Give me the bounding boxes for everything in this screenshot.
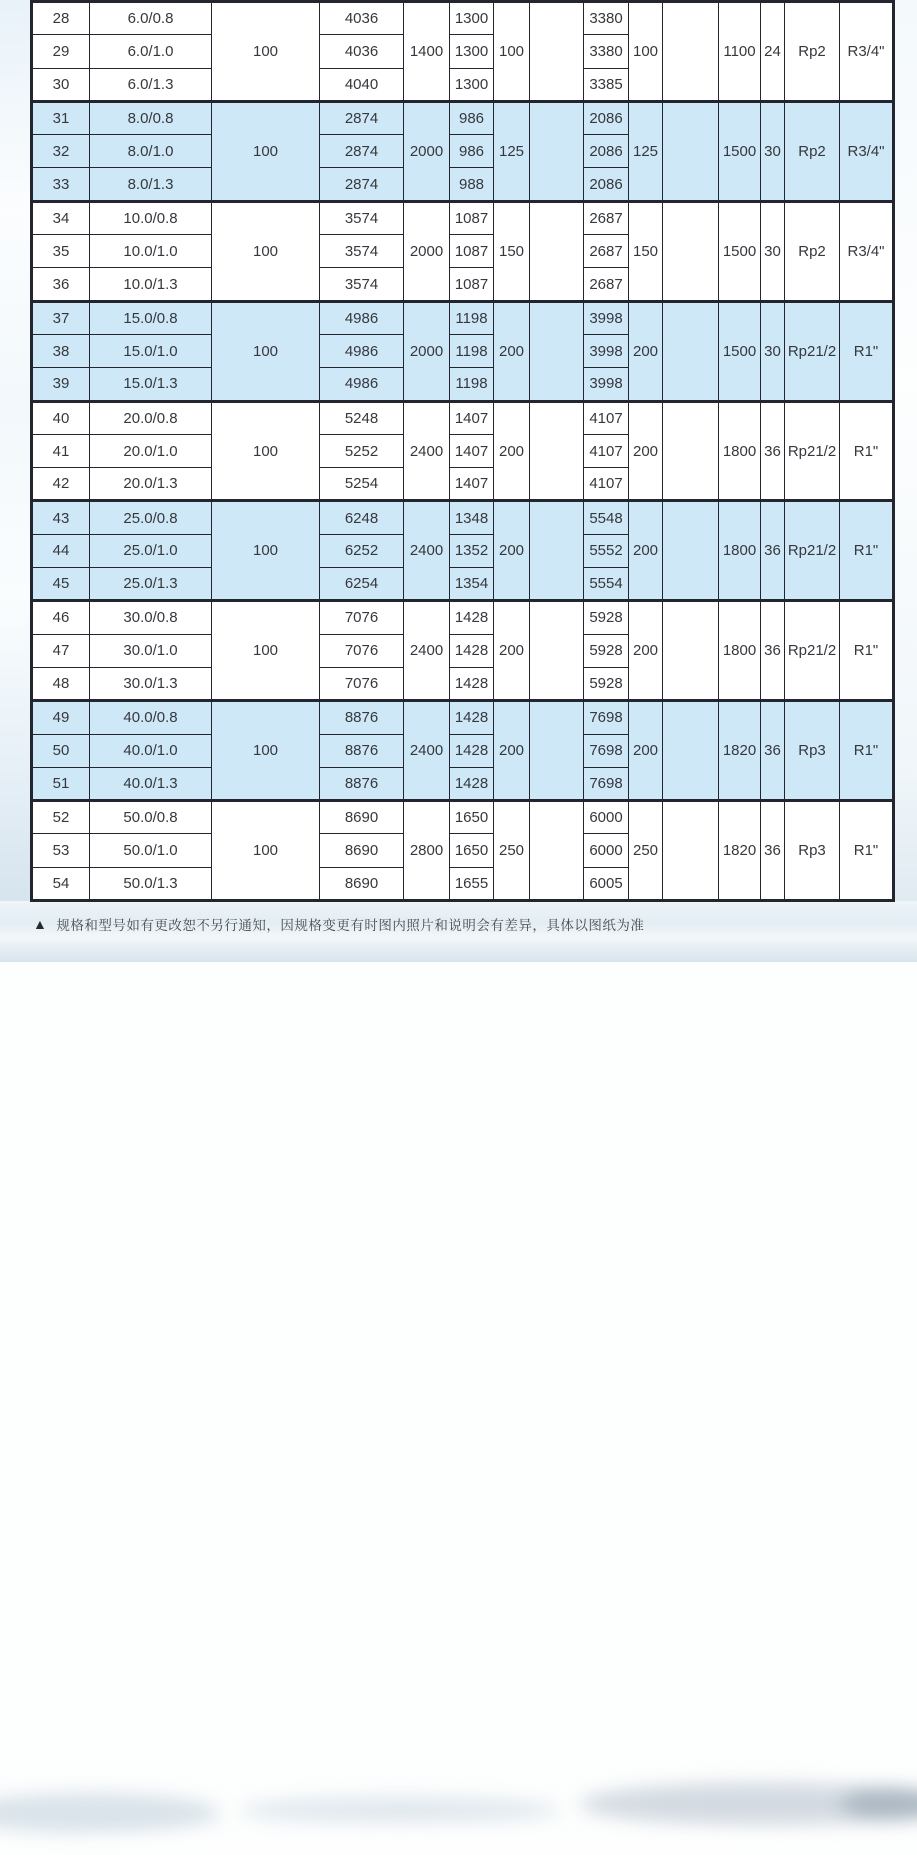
cell-col7: 250 [494,801,530,901]
cell-col6: 1407 [450,434,494,467]
cell-col4: 5252 [320,434,404,467]
cell-col3: 100 [212,101,320,201]
background-right-sky [892,0,917,962]
cell-col7: 200 [494,301,530,401]
cell-col10: 200 [629,401,663,501]
cell-col7: 100 [494,2,530,102]
cell-row-number: 32 [32,135,90,168]
cell-col9: 7698 [584,734,629,767]
cloud-shape [0,1793,220,1833]
spec-table [30,0,895,902]
cell-col9: 2086 [584,135,629,168]
cell-col6: 1198 [450,334,494,367]
cell-spec: 20.0/1.3 [90,468,212,501]
cell-col8-empty [530,2,584,102]
cell-col6: 1300 [450,2,494,35]
cell-row-number: 33 [32,168,90,201]
cell-col10: 100 [629,2,663,102]
cell-col10: 250 [629,801,663,901]
cell-col9: 2086 [584,101,629,134]
cell-col4: 2874 [320,168,404,201]
cell-col9: 3380 [584,2,629,35]
cell-col10: 200 [629,301,663,401]
cell-col15: R1" [840,401,894,501]
cell-col8-empty [530,601,584,701]
cell-col4: 7076 [320,634,404,667]
cell-spec: 15.0/1.3 [90,368,212,401]
cell-col3: 100 [212,801,320,901]
cell-col6: 1650 [450,834,494,867]
cell-col10: 125 [629,101,663,201]
cell-col12: 1500 [719,101,761,201]
cell-spec: 50.0/1.3 [90,867,212,900]
cell-col4: 8876 [320,734,404,767]
cell-col9: 4107 [584,468,629,501]
cell-col7: 125 [494,101,530,201]
cell-col14: Rp3 [785,701,840,801]
cell-col6: 1087 [450,268,494,301]
cell-col4: 5254 [320,468,404,501]
cell-col9: 5928 [584,601,629,634]
cell-col11-empty [663,301,719,401]
cell-col9: 5554 [584,568,629,601]
cell-col12: 1820 [719,701,761,801]
cell-col14: Rp21/2 [785,501,840,601]
cell-row-number: 43 [32,501,90,534]
cell-col15: R1" [840,701,894,801]
cell-col6: 988 [450,168,494,201]
table-row [32,2,894,35]
cell-spec: 40.0/1.3 [90,767,212,800]
cell-spec: 15.0/1.0 [90,334,212,367]
cell-col8-empty [530,101,584,201]
cell-col13: 36 [761,801,785,901]
cell-col13: 24 [761,2,785,102]
cell-row-number: 46 [32,601,90,634]
cell-row-number: 40 [32,401,90,434]
cell-col4: 3574 [320,235,404,268]
cell-col4: 6254 [320,568,404,601]
cell-col12: 1800 [719,601,761,701]
cell-spec: 40.0/1.0 [90,734,212,767]
cell-col13: 36 [761,601,785,701]
cell-row-number: 38 [32,334,90,367]
cell-row-number: 53 [32,834,90,867]
cell-col6: 1407 [450,468,494,501]
cell-spec: 25.0/1.3 [90,568,212,601]
cell-col6: 1087 [450,235,494,268]
cell-col5: 2800 [404,801,450,901]
table-row [32,601,894,634]
cell-col6: 1348 [450,501,494,534]
cell-col9: 3998 [584,301,629,334]
cell-col15: R1" [840,301,894,401]
cell-col4: 4040 [320,68,404,101]
cell-spec: 10.0/1.0 [90,235,212,268]
cell-row-number: 35 [32,235,90,268]
cell-col6: 986 [450,101,494,134]
table-row [32,801,894,834]
spec-table-grid [30,0,895,902]
cell-col6: 1354 [450,568,494,601]
cell-col4: 3574 [320,268,404,301]
cell-spec: 8.0/1.3 [90,168,212,201]
cell-col3: 100 [212,501,320,601]
cell-col6: 1352 [450,534,494,567]
cell-col8-empty [530,201,584,301]
cell-row-number: 47 [32,634,90,667]
cell-col4: 4036 [320,35,404,68]
cell-col6: 1300 [450,68,494,101]
table-row [32,101,894,134]
cell-col6: 1407 [450,401,494,434]
cell-spec: 30.0/0.8 [90,601,212,634]
cell-col4: 8876 [320,767,404,800]
cell-row-number: 54 [32,867,90,900]
background-left-sky [0,0,30,962]
cell-col7: 150 [494,201,530,301]
cell-col4: 2874 [320,135,404,168]
cell-col13: 30 [761,301,785,401]
cell-col9: 2687 [584,201,629,234]
cell-row-number: 45 [32,568,90,601]
cell-col9: 4107 [584,401,629,434]
cell-col9: 5928 [584,634,629,667]
cell-col4: 4036 [320,2,404,35]
cell-row-number: 48 [32,667,90,700]
spec-table-body [32,2,894,901]
cell-col11-empty [663,801,719,901]
cell-col10: 200 [629,701,663,801]
cell-col6: 1655 [450,867,494,900]
cell-col12: 1100 [719,2,761,102]
cell-spec: 50.0/1.0 [90,834,212,867]
cell-col10: 150 [629,201,663,301]
cell-col4: 7076 [320,601,404,634]
cell-col3: 100 [212,701,320,801]
cell-col10: 200 [629,501,663,601]
cell-col11-empty [663,101,719,201]
cell-col13: 36 [761,401,785,501]
cell-col8-empty [530,801,584,901]
cell-col9: 6000 [584,834,629,867]
cell-col15: R3/4" [840,2,894,102]
cell-col14: Rp2 [785,2,840,102]
cell-col11-empty [663,601,719,701]
cell-col9: 5552 [584,534,629,567]
cell-row-number: 39 [32,368,90,401]
cell-col9: 2687 [584,268,629,301]
cell-col15: R3/4" [840,101,894,201]
cell-col7: 200 [494,601,530,701]
cell-spec: 30.0/1.0 [90,634,212,667]
cell-row-number: 42 [32,468,90,501]
cell-row-number: 37 [32,301,90,334]
cell-spec: 10.0/1.3 [90,268,212,301]
cell-row-number: 44 [32,534,90,567]
cell-col5: 2400 [404,601,450,701]
cell-col8-empty [530,701,584,801]
cell-col4: 8690 [320,834,404,867]
cell-col5: 1400 [404,2,450,102]
cell-row-number: 30 [32,68,90,101]
cell-col9: 5928 [584,667,629,700]
cell-col9: 3998 [584,368,629,401]
cell-col8-empty [530,501,584,601]
cell-col5: 2400 [404,701,450,801]
cell-row-number: 29 [32,35,90,68]
cell-col9: 3998 [584,334,629,367]
cell-col14: Rp2 [785,101,840,201]
cell-col9: 4107 [584,434,629,467]
cell-col6: 1428 [450,734,494,767]
cell-spec: 25.0/0.8 [90,501,212,534]
cell-col12: 1500 [719,301,761,401]
cell-col11-empty [663,701,719,801]
cell-col4: 4986 [320,368,404,401]
cell-col6: 1198 [450,368,494,401]
cell-col15: R1" [840,801,894,901]
cell-col6: 1198 [450,301,494,334]
cell-col11-empty [663,501,719,601]
cloud-shape [240,1797,560,1823]
cell-col5: 2400 [404,401,450,501]
cell-col4: 7076 [320,667,404,700]
cell-row-number: 50 [32,734,90,767]
cell-col12: 1820 [719,801,761,901]
cell-spec: 8.0/0.8 [90,101,212,134]
cell-col12: 1800 [719,501,761,601]
cell-col9: 7698 [584,701,629,734]
cell-col3: 100 [212,401,320,501]
cell-col9: 5548 [584,501,629,534]
cell-col7: 200 [494,501,530,601]
cell-row-number: 51 [32,767,90,800]
cell-col3: 100 [212,301,320,401]
cell-col12: 1800 [719,401,761,501]
cell-col13: 30 [761,101,785,201]
cell-col6: 1300 [450,35,494,68]
cell-col15: R3/4" [840,201,894,301]
cell-col9: 2086 [584,168,629,201]
cell-spec: 40.0/0.8 [90,701,212,734]
cell-spec: 50.0/0.8 [90,801,212,834]
cell-row-number: 41 [32,434,90,467]
cell-row-number: 52 [32,801,90,834]
cell-spec: 6.0/1.3 [90,68,212,101]
footnote-text: 规格和型号如有更改恕不另行通知，因规格变更有时图内照片和说明会有差异，具体以图纸为准 [56,918,645,933]
cell-col9: 3380 [584,35,629,68]
cell-spec: 20.0/1.0 [90,434,212,467]
cell-col14: Rp21/2 [785,301,840,401]
cell-col9: 6000 [584,801,629,834]
cell-col4: 8876 [320,701,404,734]
cell-col4: 2874 [320,101,404,134]
cell-spec: 30.0/1.3 [90,667,212,700]
cell-col4: 8690 [320,867,404,900]
cell-spec: 6.0/0.8 [90,2,212,35]
cell-spec: 25.0/1.0 [90,534,212,567]
cell-col15: R1" [840,601,894,701]
table-row [32,701,894,734]
cell-col13: 30 [761,201,785,301]
cell-col9: 7698 [584,767,629,800]
cell-col14: Rp3 [785,801,840,901]
cell-col4: 6248 [320,501,404,534]
cell-col4: 5248 [320,401,404,434]
cell-col9: 6005 [584,867,629,900]
cell-col9: 2687 [584,235,629,268]
cell-spec: 10.0/0.8 [90,201,212,234]
cell-col3: 100 [212,201,320,301]
cell-col4: 4986 [320,334,404,367]
cell-col13: 36 [761,701,785,801]
table-row [32,401,894,434]
cell-col4: 4986 [320,301,404,334]
cell-col14: Rp21/2 [785,401,840,501]
cell-col11-empty [663,401,719,501]
footnote [33,914,644,934]
cell-col6: 1650 [450,801,494,834]
cell-col6: 986 [450,135,494,168]
cell-col13: 36 [761,501,785,601]
cell-col11-empty [663,201,719,301]
cell-col6: 1428 [450,634,494,667]
cell-col8-empty [530,401,584,501]
cell-col6: 1428 [450,667,494,700]
cell-row-number: 34 [32,201,90,234]
cell-spec: 15.0/0.8 [90,301,212,334]
cell-col14: Rp21/2 [785,601,840,701]
cell-row-number: 36 [32,268,90,301]
cell-col10: 200 [629,601,663,701]
cell-col7: 200 [494,401,530,501]
cell-col5: 2400 [404,501,450,601]
cell-row-number: 28 [32,2,90,35]
cell-row-number: 49 [32,701,90,734]
cell-col3: 100 [212,2,320,102]
cell-col6: 1428 [450,601,494,634]
cell-col14: Rp2 [785,201,840,301]
cell-col6: 1087 [450,201,494,234]
table-row [32,201,894,234]
cell-col11-empty [663,2,719,102]
table-row [32,501,894,534]
triangle-marker-icon: ▲ [33,916,48,932]
cell-col4: 3574 [320,201,404,234]
cell-spec: 8.0/1.0 [90,135,212,168]
cell-spec: 20.0/0.8 [90,401,212,434]
cloud-shape [60,1837,880,1855]
table-row [32,301,894,334]
cell-col12: 1500 [719,201,761,301]
cell-col6: 1428 [450,701,494,734]
cell-col4: 8690 [320,801,404,834]
cell-col4: 6252 [320,534,404,567]
cell-col8-empty [530,301,584,401]
cell-col6: 1428 [450,767,494,800]
cell-col5: 2000 [404,201,450,301]
cell-col15: R1" [840,501,894,601]
cell-col5: 2000 [404,101,450,201]
cell-col7: 200 [494,701,530,801]
cell-row-number: 31 [32,101,90,134]
cell-col3: 100 [212,601,320,701]
cell-col9: 3385 [584,68,629,101]
cell-spec: 6.0/1.0 [90,35,212,68]
cell-col5: 2000 [404,301,450,401]
